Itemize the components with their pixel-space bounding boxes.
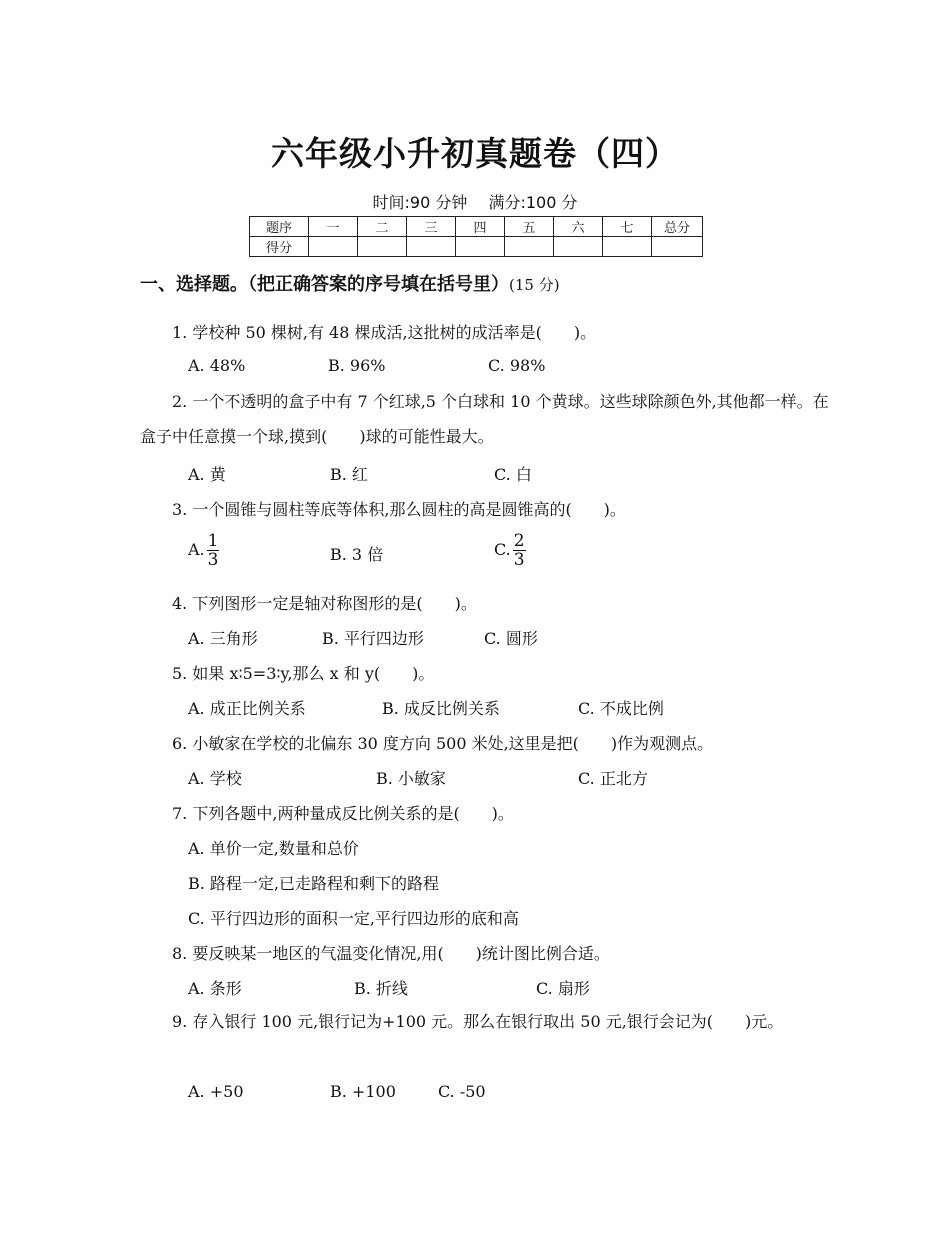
score-header-cell: 四	[456, 217, 505, 237]
fraction-one-third	[207, 532, 220, 569]
score-table-score-row	[250, 237, 703, 257]
score-cell[interactable]	[603, 237, 652, 257]
question-6: 6. 小敏家在学校的北偏东 30 度方向 500 米处,这里是把( )作为观测点。	[172, 734, 714, 753]
option-c[interactable]: C. 98%	[488, 356, 546, 375]
full-score: 满分:100 分	[488, 193, 578, 212]
option-b[interactable]: B. 96%	[328, 356, 386, 375]
option-a[interactable]: A. 黄	[188, 465, 226, 484]
score-header-cell: 七	[603, 217, 652, 237]
option-c[interactable]: C. -50	[438, 1082, 486, 1101]
score-row-label: 得分	[250, 237, 309, 257]
time-limit: 时间:90 分钟	[372, 193, 468, 212]
question-3: 3. 一个圆锥与圆柱等底等体积,那么圆柱的高是圆锥高的( )。	[172, 500, 626, 519]
option-c[interactable]	[494, 532, 526, 569]
option-a[interactable]: A. 三角形	[188, 629, 258, 648]
option-b[interactable]: B. 3 倍	[330, 545, 384, 564]
score-cell[interactable]	[358, 237, 407, 257]
option-a[interactable]: A. 学校	[188, 769, 242, 788]
option-c[interactable]: C. 平行四边形的面积一定,平行四边形的底和高	[188, 909, 519, 928]
option-a[interactable]: A. +50	[188, 1082, 244, 1101]
question-7: 7. 下列各题中,两种量成反比例关系的是( )。	[172, 804, 514, 823]
option-b[interactable]: B. 平行四边形	[322, 629, 424, 648]
question-2: 2. 一个不透明的盒子中有 7 个红球,5 个白球和 10 个黄球。这些球除颜色外,其他都一样。在盒子中任意摸一个球,摸到( )球的可能性最大。	[140, 392, 829, 446]
question-9: 9. 存入银行 100 元,银行记为+100 元。那么在银行取出 50 元,银行会记为( )元。	[172, 1012, 784, 1031]
option-a[interactable]: A. 条形	[188, 979, 242, 998]
option-c-label: C.	[494, 540, 511, 559]
score-header-cell: 总分	[652, 217, 703, 237]
option-b[interactable]: B. 折线	[354, 979, 408, 998]
score-header-cell: 一	[309, 217, 358, 237]
score-cell[interactable]	[456, 237, 505, 257]
score-table	[249, 216, 703, 257]
option-b[interactable]: B. 小敏家	[376, 769, 446, 788]
score-header-cell: 题序	[250, 217, 309, 237]
fraction-two-thirds	[513, 532, 526, 569]
score-table-header-row	[250, 217, 703, 237]
page-title: 六年级小升初真题卷（四）	[271, 134, 679, 173]
option-b[interactable]: B. +100	[330, 1082, 396, 1101]
score-header-cell: 六	[554, 217, 603, 237]
fraction-denominator: 3	[513, 550, 525, 570]
score-header-cell: 五	[505, 217, 554, 237]
question-4: 4. 下列图形一定是轴对称图形的是( )。	[172, 594, 477, 613]
question-8: 8. 要反映某一地区的气温变化情况,用( )统计图比例合适。	[172, 944, 610, 963]
score-cell[interactable]	[407, 237, 456, 257]
option-a[interactable]	[188, 532, 219, 569]
score-cell[interactable]	[505, 237, 554, 257]
question-5: 5. 如果 x∶5=3∶y,那么 x 和 y( )。	[172, 664, 435, 683]
fraction-numerator: 1	[207, 531, 219, 551]
score-cell[interactable]	[554, 237, 603, 257]
option-a[interactable]: A. 单价一定,数量和总价	[188, 839, 359, 858]
option-b[interactable]: B. 路程一定,已走路程和剩下的路程	[188, 874, 440, 893]
fraction-denominator: 3	[207, 550, 219, 570]
option-c[interactable]: C. 正北方	[578, 769, 648, 788]
option-c[interactable]: C. 扇形	[536, 979, 590, 998]
option-b[interactable]: B. 成反比例关系	[382, 699, 500, 718]
exam-meta	[0, 190, 950, 213]
option-a[interactable]: A. 48%	[188, 356, 246, 375]
score-cell[interactable]	[652, 237, 703, 257]
score-header-cell: 三	[407, 217, 456, 237]
option-b[interactable]: B. 红	[330, 465, 368, 484]
score-cell[interactable]	[309, 237, 358, 257]
option-a-label: A.	[188, 540, 205, 559]
option-c[interactable]: C. 圆形	[484, 629, 538, 648]
option-c[interactable]: C. 不成比例	[578, 699, 664, 718]
option-a[interactable]: A. 成正比例关系	[188, 699, 306, 718]
section-heading	[140, 270, 560, 296]
fraction-numerator: 2	[513, 531, 525, 551]
question-1: 1. 学校种 50 棵树,有 48 棵成活,这批树的成活率是( )。	[172, 323, 597, 342]
section-points: (15 分)	[509, 276, 560, 294]
score-header-cell: 二	[358, 217, 407, 237]
section-title: 一、选择题。（把正确答案的序号填在括号里）	[140, 274, 509, 295]
option-c[interactable]: C. 白	[494, 465, 532, 484]
